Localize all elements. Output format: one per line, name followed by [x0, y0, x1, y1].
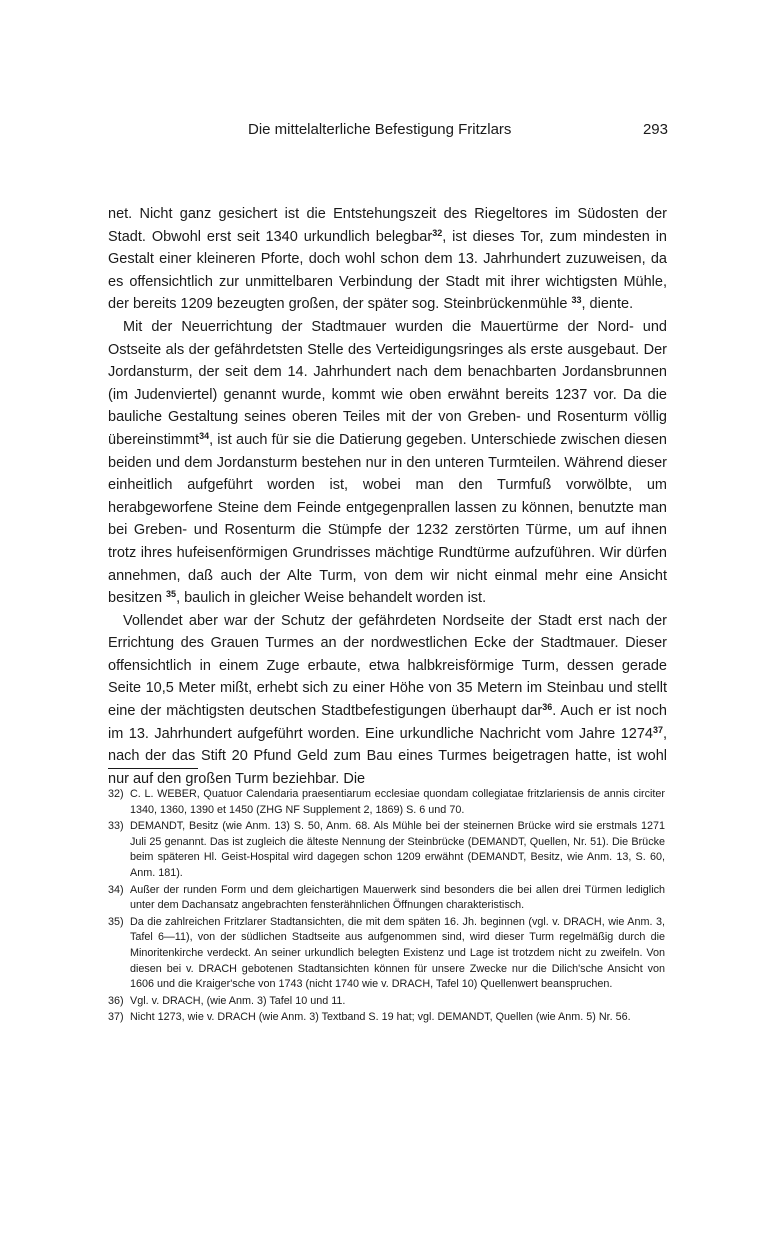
footnote-ref-32: 32: [432, 227, 443, 238]
footnote-text: C. L. WEBER, Quatuor Calendaria praesentiarum ecclesiae quondam collegiatae fritzlariensis de annis circiter 1340, 1360, 1390 et 1450 (ZHG NF Supplement 2, 1869) S. 6 und 70.: [130, 788, 665, 816]
footnote-36: [108, 994, 665, 1010]
paragraph-3-text-a: Vollendet aber war der Schutz der gefährdeten Nordseite der Stadt erst nach der Errichtung des Grauen Turmes an der nordwestlichen Ecke der Stadtmauer. Dieser offensichtlich in einem Zuge erbaute, etwa halbkreisförmige Turm, dessen gerade Seite 10,5 Meter mißt, erhebt sich zu einer Höhe von 35 Metern im Steinbau und stellt eine der mächtigsten deutschen Stadtbefestigungen überhaupt dar: [108, 612, 667, 720]
footnote-ref-33: 33: [571, 295, 582, 306]
footnote-text: Außer der runden Form und dem gleichartigen Mauerwerk sind besonders die bei allen drei Türmen lediglich unter dem Dachansatz angebrachten fensterähnlichen Öffnungen charakteristisch.: [130, 883, 665, 912]
running-title: Die mittelalterliche Befestigung Fritzlars: [248, 121, 512, 138]
footnote-text: Da die zahlreichen Fritzlarer Stadtansichten, die mit dem späten 16. Jh. beginnen (vgl. v. DRACH, wie Anm. 3, Tafel 6—11), von der südlichen Stadtseite aus aufgenommen sind, wird dieser Turm regelmäßig durch die Minoritenkirche verdeckt. An seiner urkundlich belegten Existenz und Lage ist trotzdem nicht zu zweifeln. Von diesen bei v. DRACH gebotenen Stadtansichten können für unsere Zwecke nur die Dilich'sche Ansicht von 1606 und die Kraiger'sche von 1743 (nicht 1740 wie v. DRACH, Tafel 10) Quellenwert beanspruchen.: [130, 915, 665, 991]
footnote-number: 32): [108, 788, 124, 800]
footnote-text: Vgl. v. DRACH, (wie Anm. 3) Tafel 10 und 11.: [130, 994, 346, 1007]
page-number: 293: [642, 121, 668, 138]
paragraph-3: [108, 610, 667, 791]
footnote-34: [108, 883, 665, 914]
page-header: [108, 120, 668, 140]
footnote-text: DEMANDT, Besitz (wie Anm. 13) S. 50, Anm. 68. Als Mühle bei der steinernen Brücke wird sie erstmals 1271 Juli 25 genannt. Das ist zugleich die älteste Nennung der Steinbrücke (DEMANDT, Quellen, Nr. 51). Die Brücke beim späteren Hl. Geist-Hospital wird dagegen schon 1209 erwähnt (DEMANDT, Besitz, wie Anm. 13, S. 60, Anm. 181).: [130, 820, 665, 879]
footnote-32: [108, 787, 665, 818]
paragraph-1-text-c: , diente.: [581, 296, 634, 313]
footnote-number: 33): [108, 820, 124, 833]
paragraph-3-text-c: , nach der das Stift 20 Pfund Geld zum Bau eines Turmes beigetragen hatte, ist wohl nur auf den großen Turm beziehbar. Die: [108, 725, 667, 787]
footnote-number: 37): [108, 1011, 124, 1024]
footnote-ref-36: 36: [542, 702, 553, 713]
footnote-number: 35): [108, 915, 124, 928]
paragraph-2-text-a: Mit der Neuerrichtung der Stadtmauer wurden die Mauertürme der Nord- und Ostseite als der gefährdetsten Stelle des Verteidigungsringes als erste ausgebaut. Der Jordansturm, der seit dem 14. Jahrhundert nach dem benachbarten Jordansbrunnen (im Judenviertel) genannt wurde, kommt wie oben erwähnt bereits 1237 vor. Da die bauliche Gestaltung seines oberen Teiles mit der von Greben- und Rosenturm völlig übereinstimmt: [108, 318, 667, 448]
main-text: [108, 203, 667, 790]
paragraph-1: [108, 203, 667, 316]
paragraph-3-text-b: . Auch er ist noch im 13. Jahrhundert aufgeführt worden. Eine urkundliche Nachricht vom Jahre 1274: [108, 703, 667, 742]
footnote-separator: [108, 768, 198, 769]
footnote-33: [108, 819, 665, 881]
paragraph-2-text-b: , ist auch für sie die Datierung gegeben. Unterschiede zwischen diesen beiden und dem Jordansturm bestehen nur in den unteren Turmteilen. Während dieser einheitlich aufgeführt worden ist, wobei man den Turmfuß vorwölbte, um herabgeworfene Steine dem Feinde entgegenprallen lassen zu können, benutzte man bei Greben- und Rosenturm die Stümpfe der 1232 zerstörten Türme, um auf ihnen trotz ihres hufeisenförmigen Grundrisses mächtige Rundtürme aufzuführen. Wir dürfen annehmen, daß auch der Alte Turm, von dem wir nicht einmal mehr eine Ansicht besitzen: [108, 431, 667, 607]
footnote-ref-35: 35: [166, 589, 177, 600]
footnote-number: 36): [108, 994, 124, 1007]
footnote-ref-37: 37: [652, 724, 663, 735]
paragraph-1-text-b: , ist dieses Tor, zum mindesten in Gestalt einer kleineren Pforte, doch wohl schon dem 13. Jahrhundert zuzuweisen, da es offensichtlich zur unmittelbaren Verbindung der Stadt mit ihrer wichtigsten Mühle, der bereits 1209 bezeugten großen, der später sog. Steinbrückenmühle: [108, 228, 667, 313]
paragraph-2-text-c: , baulich in gleicher Weise behandelt worden ist.: [176, 590, 487, 607]
footnote-number: 34): [108, 883, 124, 896]
footnote-35: [108, 915, 665, 993]
footnotes: [108, 787, 665, 1027]
footnote-37: [108, 1010, 665, 1026]
paragraph-2: [108, 316, 667, 610]
paragraph-1-text-a: net. Nicht ganz gesichert ist die Entstehungszeit des Riegeltores im Südosten der Stadt. Obwohl erst seit 1340 urkundlich belegbar: [108, 206, 667, 245]
footnote-ref-34: 34: [199, 430, 210, 441]
footnote-text: Nicht 1273, wie v. DRACH (wie Anm. 3) Textband S. 19 hat; vgl. DEMANDT, Quellen (wie Anm. 5) Nr. 56.: [130, 1011, 631, 1024]
